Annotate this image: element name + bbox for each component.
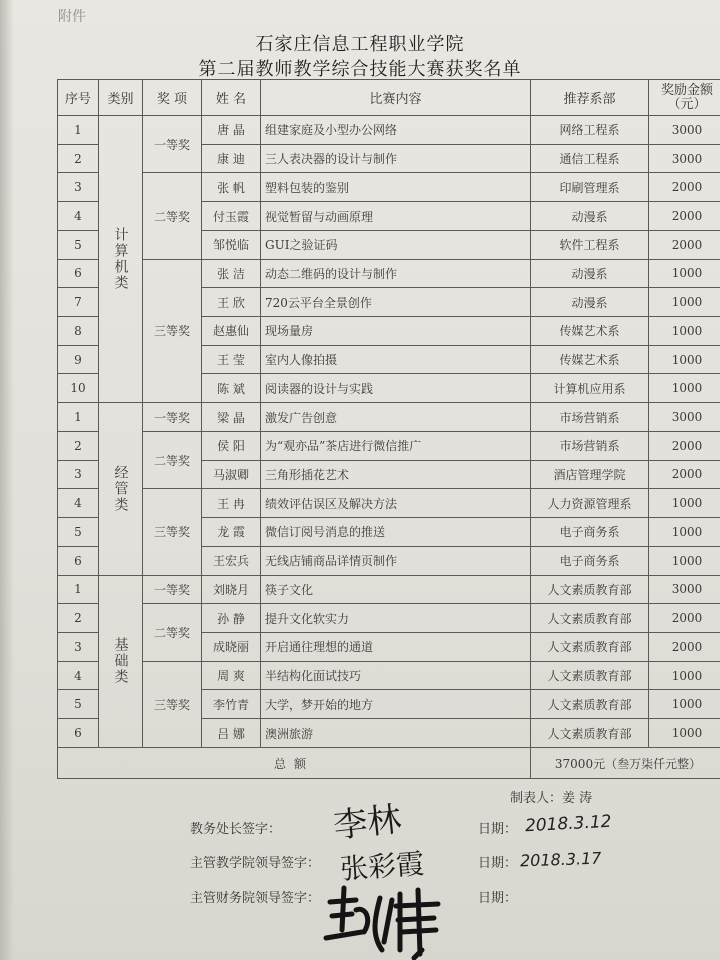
awards-table: [57, 79, 720, 779]
cell-name: 唐 晶: [202, 116, 261, 145]
cell-amount: 1000: [649, 259, 720, 288]
cell-dept: 酒店管理学院: [531, 460, 649, 489]
cell-award: 一等奖: [143, 116, 202, 173]
cell-no: 1: [58, 403, 99, 432]
cell-award: 三等奖: [143, 661, 202, 747]
cell-name: 刘晓月: [202, 575, 261, 604]
cell-amount: 1000: [649, 288, 720, 317]
cell-name: 王宏兵: [202, 546, 261, 575]
cell-amount: 3000: [649, 144, 720, 173]
cell-award: 一等奖: [143, 575, 202, 604]
sign2-label: 主管教学院领导签字：: [190, 856, 321, 871]
col-header-content: 比赛内容: [261, 80, 531, 116]
cell-dept: 动漫系: [531, 288, 649, 317]
total-row: [58, 748, 720, 779]
sign1-label: 教务处长签字：: [190, 822, 282, 837]
cell-dept: 动漫系: [531, 202, 649, 231]
cell-name: 侯 阳: [202, 431, 261, 460]
col-header-dept: 推荐系部: [531, 80, 649, 116]
cell-name: 陈 斌: [202, 374, 261, 403]
date1-label: 日期：: [478, 822, 518, 837]
cell-no: 4: [58, 202, 99, 231]
cell-no: 3: [58, 460, 99, 489]
cell-amount: 1000: [649, 661, 720, 690]
cell-amount: 1000: [649, 518, 720, 547]
table-row: [58, 575, 720, 604]
cell-name: 吕 娜: [202, 719, 261, 748]
cell-no: 6: [58, 719, 99, 748]
cell-dept: 人文素质教育部: [531, 575, 649, 604]
total-value: 37000元（叁万柒仟元整）: [531, 748, 720, 779]
table-row: [58, 259, 720, 288]
cell-dept: 软件工程系: [531, 230, 649, 259]
cell-no: 5: [58, 690, 99, 719]
cell-amount: 2000: [649, 230, 720, 259]
cell-content: 开启通往理想的通道: [261, 632, 531, 661]
cell-content: 微信订阅号消息的推送: [261, 518, 531, 547]
cell-content: 半结构化面试技巧: [261, 661, 531, 690]
total-label: 总额: [58, 748, 531, 779]
cell-no: 4: [58, 661, 99, 690]
cell-name: 龙 霞: [202, 518, 261, 547]
sign3-label: 主管财务院领导签字：: [190, 891, 321, 906]
date2-label: 日期：: [478, 856, 518, 871]
handwritten-date-1: 2018.3.12: [524, 811, 612, 837]
date3-label: 日期：: [478, 891, 518, 906]
cell-dept: 印刷管理系: [531, 173, 649, 202]
cell-amount: 3000: [649, 575, 720, 604]
cell-content: 无线店铺商品详情页制作: [261, 546, 531, 575]
cell-name: 孙 静: [202, 604, 261, 633]
cell-content: 阅读器的设计与实践: [261, 374, 531, 403]
cell-amount: 1000: [649, 374, 720, 403]
cell-amount: 2000: [649, 632, 720, 661]
table-row: [58, 489, 720, 518]
cell-content: 动态二维码的设计与制作: [261, 259, 531, 288]
category-label: 基础类: [112, 637, 129, 686]
col-header-no: 序号: [58, 80, 99, 116]
cell-amount: 1000: [649, 489, 720, 518]
cell-name: 王 欣: [202, 288, 261, 317]
cell-name: 张 帆: [202, 173, 261, 202]
cell-content: 提升文化软实力: [261, 604, 531, 633]
cell-dept: 人文素质教育部: [531, 604, 649, 633]
cell-content: 大学，梦开始的地方: [261, 690, 531, 719]
cell-no: 9: [58, 345, 99, 374]
signature-3: [322, 880, 452, 960]
cell-dept: 市场营销系: [531, 403, 649, 432]
cell-content: 三角形插花艺术: [261, 460, 531, 489]
cell-dept: 传媒艺术系: [531, 317, 649, 346]
cell-dept: 人文素质教育部: [531, 632, 649, 661]
cell-no: 6: [58, 259, 99, 288]
cell-category: [99, 403, 143, 575]
annex-label: 附件: [58, 9, 86, 25]
document-title: 第二届教师教学综合技能大赛获奖名单: [198, 59, 522, 80]
cell-content: 塑料包装的鉴别: [261, 173, 531, 202]
cell-category: [99, 575, 143, 748]
cell-no: 2: [58, 144, 99, 173]
cell-content: 组建家庭及小型办公网络: [261, 116, 531, 145]
cell-no: 2: [58, 604, 99, 633]
category-label: 计算机类: [112, 227, 129, 292]
cell-category: [99, 116, 143, 403]
cell-name: 梁 晶: [202, 403, 261, 432]
table-maker: 制表人：姜 涛: [510, 791, 593, 806]
school-title: 石家庄信息工程职业学院: [255, 34, 465, 55]
cell-dept: 电子商务系: [531, 518, 649, 547]
cell-content: 澳洲旅游: [261, 719, 531, 748]
col-header-category: 类别: [99, 80, 143, 116]
table-row: [58, 604, 720, 633]
cell-name: 张 洁: [202, 259, 261, 288]
table-row: [58, 431, 720, 460]
cell-dept: 人力资源管理系: [531, 489, 649, 518]
cell-award: 三等奖: [143, 489, 202, 575]
cell-content: GUI之验证码: [261, 230, 531, 259]
cell-amount: 1000: [649, 719, 720, 748]
cell-no: 6: [58, 546, 99, 575]
cell-dept: 人文素质教育部: [531, 690, 649, 719]
cell-award: 一等奖: [143, 403, 202, 432]
signature-2: 张彩霞: [339, 847, 426, 886]
cell-content: 筷子文化: [261, 575, 531, 604]
table-row: [58, 661, 720, 690]
cell-content: 视觉暂留与动画原理: [261, 202, 531, 231]
cell-name: 周 爽: [202, 661, 261, 690]
cell-no: 1: [58, 116, 99, 145]
cell-dept: 通信工程系: [531, 144, 649, 173]
cell-name: 王 冉: [202, 489, 261, 518]
cell-no: 2: [58, 431, 99, 460]
col-header-amount: 奖励金额（元）: [649, 80, 720, 116]
cell-amount: 1000: [649, 317, 720, 346]
cell-name: 付玉霞: [202, 202, 261, 231]
cell-content: 为“观亦品”茶店进行微信推广: [261, 431, 531, 460]
col-header-award: 奖 项: [143, 80, 202, 116]
cell-dept: 人文素质教育部: [531, 719, 649, 748]
cell-name: 李竹青: [202, 690, 261, 719]
cell-award: 三等奖: [143, 259, 202, 403]
cell-dept: 人文素质教育部: [531, 661, 649, 690]
cell-no: 3: [58, 173, 99, 202]
cell-dept: 传媒艺术系: [531, 345, 649, 374]
cell-dept: 动漫系: [531, 259, 649, 288]
cell-content: 现场量房: [261, 317, 531, 346]
cell-dept: 市场营销系: [531, 431, 649, 460]
handwritten-date-2: 2018.3.17: [519, 848, 602, 871]
cell-no: 5: [58, 518, 99, 547]
cell-amount: 2000: [649, 431, 720, 460]
cell-amount: 2000: [649, 460, 720, 489]
cell-award: 二等奖: [143, 173, 202, 259]
cell-award: 二等奖: [143, 604, 202, 661]
col-header-name: 姓 名: [202, 80, 261, 116]
cell-no: 1: [58, 575, 99, 604]
cell-dept: 电子商务系: [531, 546, 649, 575]
table-row: [58, 403, 720, 432]
cell-amount: 2000: [649, 604, 720, 633]
cell-no: 7: [58, 288, 99, 317]
cell-dept: 计算机应用系: [531, 374, 649, 403]
cell-content: 室内人像拍摄: [261, 345, 531, 374]
cell-content: 720云平台全景创作: [261, 288, 531, 317]
cell-amount: 1000: [649, 546, 720, 575]
cell-name: 邹悦临: [202, 230, 261, 259]
category-label: 经管类: [112, 464, 129, 513]
cell-name: 马淑卿: [202, 460, 261, 489]
cell-content: 三人表决器的设计与制作: [261, 144, 531, 173]
cell-amount: 3000: [649, 116, 720, 145]
cell-name: 王 莹: [202, 345, 261, 374]
cell-name: 康 迪: [202, 144, 261, 173]
cell-award: 二等奖: [143, 431, 202, 488]
table-header-row: [58, 80, 720, 116]
cell-amount: 2000: [649, 202, 720, 231]
cell-amount: 1000: [649, 690, 720, 719]
cell-no: 8: [58, 317, 99, 346]
page-shadow: [0, 0, 14, 960]
cell-name: 成晓丽: [202, 632, 261, 661]
cell-amount: 1000: [649, 345, 720, 374]
cell-content: 激发广告创意: [261, 403, 531, 432]
table-row: [58, 173, 720, 202]
cell-dept: 网络工程系: [531, 116, 649, 145]
cell-amount: 2000: [649, 173, 720, 202]
table-row: [58, 116, 720, 145]
cell-no: 3: [58, 632, 99, 661]
cell-no: 4: [58, 489, 99, 518]
signature-1: 李林: [331, 799, 404, 847]
cell-no: 10: [58, 374, 99, 403]
cell-content: 绩效评估误区及解决方法: [261, 489, 531, 518]
cell-amount: 3000: [649, 403, 720, 432]
cell-name: 赵惠仙: [202, 317, 261, 346]
cell-no: 5: [58, 230, 99, 259]
